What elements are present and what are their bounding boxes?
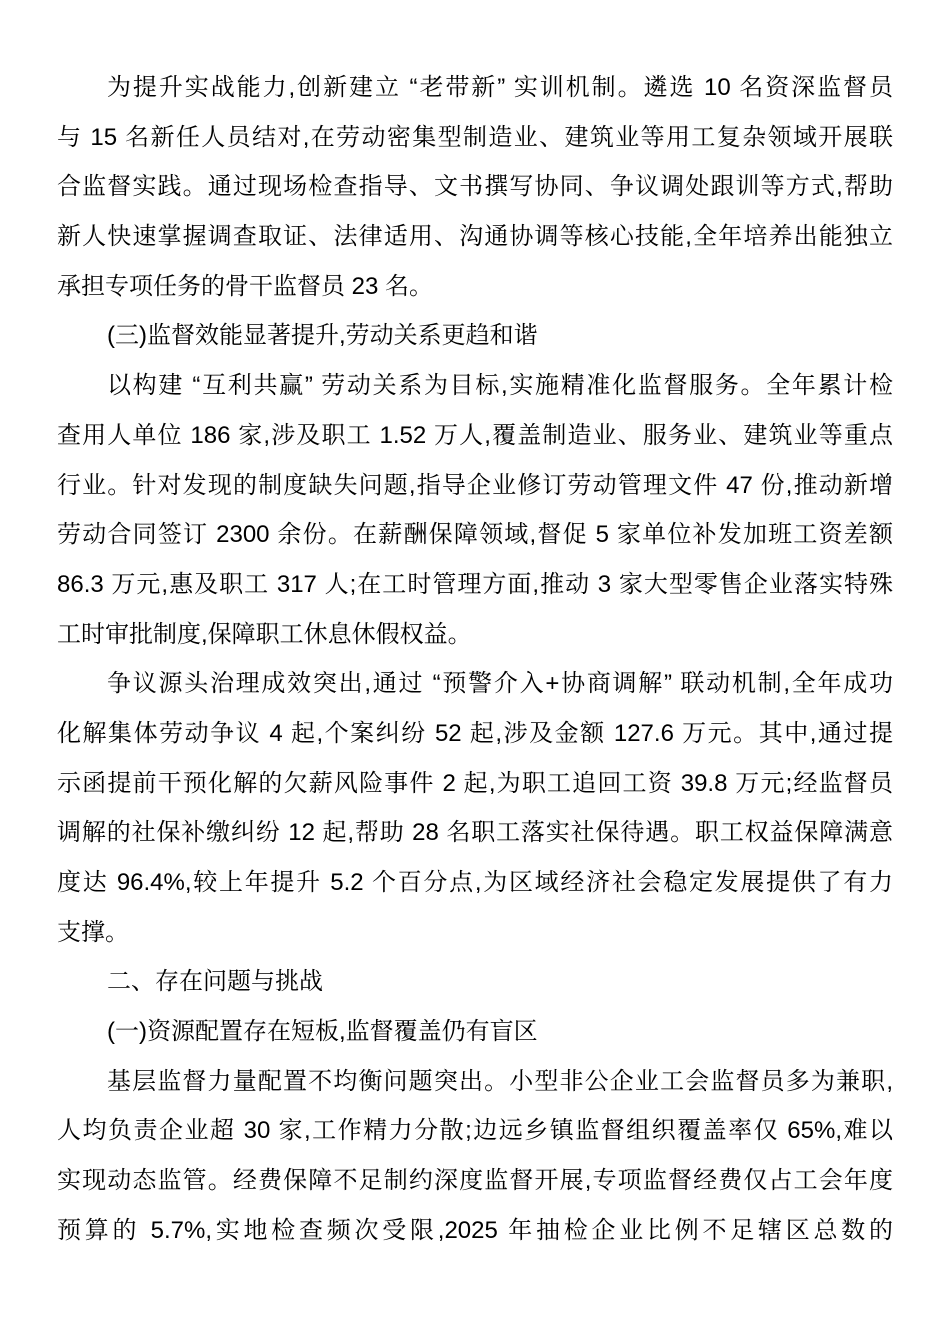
paragraph-dispute-resolution xyxy=(57,659,893,957)
text-line: 人均负责企业超 30 家,工作精力分散;边远乡镇监督组织覆盖率仅 65%,难以 xyxy=(57,1117,893,1145)
text-line: 支撑。 xyxy=(57,918,129,946)
text-line: 工时审批制度,保障职工休息休假权益。 xyxy=(57,620,472,648)
heading-line: (三)监督效能显著提升,劳动关系更趋和谐 xyxy=(107,322,538,350)
text-line: 示函提前干预化解的欠薪风险事件 2 起,为职工追回工资 39.8 万元;经监督员 xyxy=(57,769,893,797)
paragraph-training-mechanism xyxy=(57,63,893,311)
text-line: 为提升实战能力,创新建立 “老带新” 实训机制。遴选 10 名资深监督员 xyxy=(107,74,893,101)
text-line: 与 15 名新任人员结对,在劳动密集型制造业、建筑业等用工复杂领域开展联 xyxy=(57,123,893,151)
text-line: 预算的 5.7%,实地检查频次受限,2025 年抽检企业比例不足辖区总数的 xyxy=(57,1216,893,1244)
text-line: 化解集体劳动争议 4 起,个案纠纷 52 起,涉及金额 127.6 万元。其中,通过提 xyxy=(57,719,893,747)
text-line: 度达 96.4%,较上年提升 5.2 个百分点,为区域经济社会稳定发展提供了有力 xyxy=(57,869,893,896)
heading-line: (一)资源配置存在短板,监督覆盖仍有盲区 xyxy=(107,1018,538,1046)
text-line: 争议源头治理成效突出,通过 “预警介入+协商调解” 联动机制,全年成功 xyxy=(107,670,893,698)
text-line: 基层监督力量配置不均衡问题突出。小型非公企业工会监督员多为兼职, xyxy=(107,1067,893,1095)
text-line: 劳动合同签订 2300 余份。在薪酬保障领域,督促 5 家单位补发加班工资差额 xyxy=(57,521,893,549)
text-line: 合监督实践。通过现场检查指导、文书撰写协同、争议调处跟训等方式,帮助 xyxy=(57,173,893,201)
paragraph-section-two-heading xyxy=(57,957,893,1007)
paragraph-sub-heading-three xyxy=(57,311,893,361)
document-text xyxy=(57,63,893,1256)
text-line: 承担专项任务的骨干监督员 23 名。 xyxy=(57,272,434,300)
paragraph-sub-heading-one xyxy=(57,1007,893,1057)
heading-line: 二、存在问题与挑战 xyxy=(107,968,323,996)
text-line: 调解的社保补缴纠纷 12 起,帮助 28 名职工落实社保待遇。职工权益保障满意 xyxy=(57,819,893,847)
text-line: 以构建 “互利共赢” 劳动关系为目标,实施精准化监督服务。全年累计检 xyxy=(107,372,893,400)
paragraph-supervision-results xyxy=(57,361,893,659)
text-line: 查用人单位 186 家,涉及职工 1.52 万人,覆盖制造业、服务业、建筑业等重点 xyxy=(57,421,893,449)
text-line: 行业。针对发现的制度缺失问题,指导企业修订劳动管理文件 47 份,推动新增 xyxy=(57,471,893,499)
text-line: 新人快速掌握调查取证、法律适用、沟通协调等核心技能,全年培养出能独立 xyxy=(57,223,893,251)
text-line: 86.3 万元,惠及职工 317 人;在工时管理方面,推动 3 家大型零售企业落实特殊 xyxy=(57,570,893,598)
paragraph-resource-shortage xyxy=(57,1057,893,1256)
text-line: 实现动态监管。经费保障不足制约深度监督开展,专项监督经费仅占工会年度 xyxy=(57,1167,893,1195)
